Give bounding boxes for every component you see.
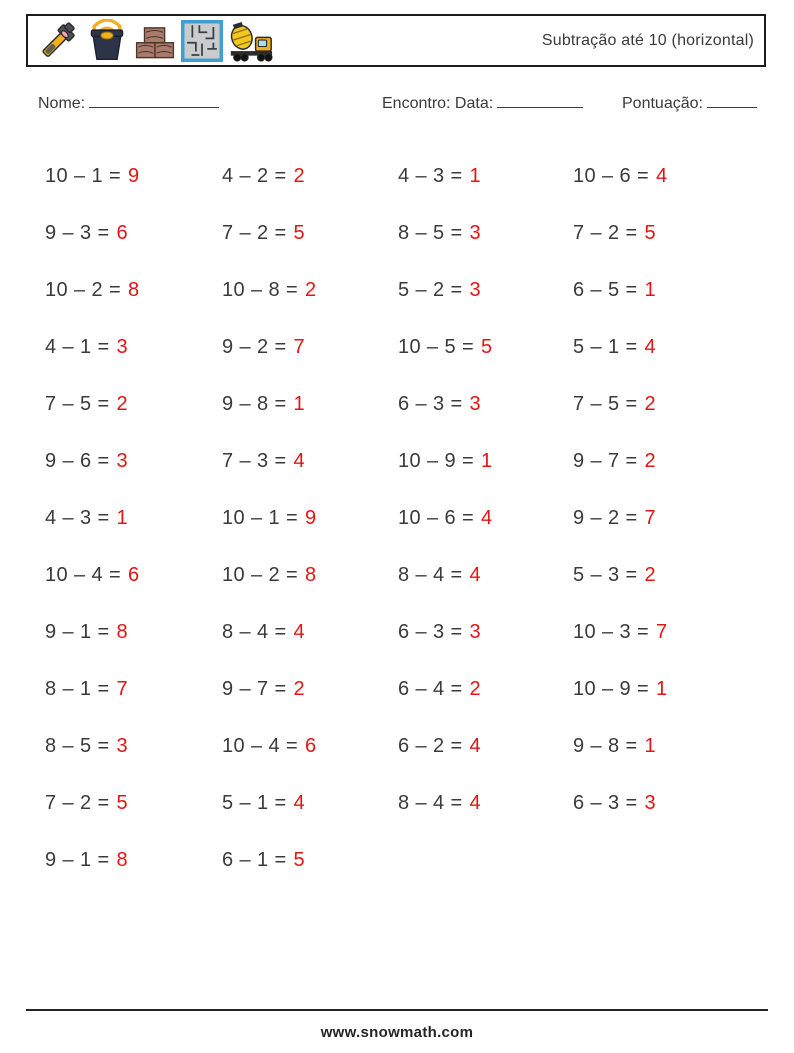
problem-answer: 2	[469, 678, 482, 700]
problem-expression: 6 – 4 =	[398, 678, 469, 700]
problem-expression: 4 – 3 =	[45, 507, 116, 529]
date-field	[382, 94, 583, 113]
problem	[45, 792, 222, 815]
problem-answer: 1	[116, 507, 129, 529]
problem	[45, 450, 222, 473]
problem-expression: 4 – 3 =	[398, 165, 469, 187]
problem-answer: 2	[293, 678, 306, 700]
problem-answer: 3	[469, 279, 482, 301]
problem-expression: 5 – 3 =	[573, 564, 644, 586]
problem	[573, 450, 794, 473]
problem	[222, 507, 398, 530]
problem-answer: 8	[305, 564, 317, 586]
problem-expression: 7 – 2 =	[573, 222, 644, 244]
problem-expression: 5 – 2 =	[398, 279, 469, 301]
problem-expression: 9 – 2 =	[222, 336, 293, 358]
bucket-icon	[85, 19, 129, 63]
problem	[45, 678, 222, 701]
problem	[45, 849, 222, 872]
problem-answer: 8	[116, 849, 129, 871]
problem-answer: 4	[469, 792, 482, 814]
problem-answer: 2	[293, 165, 306, 187]
problem	[573, 792, 794, 815]
footer-divider	[26, 1009, 768, 1011]
problem	[45, 393, 222, 416]
problem	[398, 165, 573, 188]
problem	[573, 621, 794, 644]
score-blank-line	[707, 94, 757, 108]
page-title: Subtração até 10 (horizontal)	[541, 31, 754, 49]
problem	[222, 564, 398, 587]
problem	[398, 621, 573, 644]
problem-answer: 2	[644, 564, 657, 586]
problem	[398, 279, 573, 302]
problem	[222, 621, 398, 644]
problem-answer: 2	[305, 279, 317, 301]
problem-answer: 7	[644, 507, 657, 529]
problem-answer: 1	[469, 165, 482, 187]
problem-expression: 10 – 8 =	[222, 279, 304, 301]
problem-expression: 8 – 5 =	[45, 735, 116, 757]
problem-expression: 9 – 8 =	[573, 735, 644, 757]
name-field	[38, 94, 219, 113]
problem-answer: 9	[128, 165, 140, 187]
problems-grid	[0, 148, 794, 889]
problem-answer: 3	[469, 621, 482, 643]
problem-expression: 7 – 2 =	[45, 792, 116, 814]
header-icon-row	[36, 19, 274, 63]
problem-answer: 4	[469, 735, 482, 757]
problem-expression: 10 – 4 =	[222, 735, 304, 757]
problem	[45, 735, 222, 758]
problem	[222, 792, 398, 815]
problem-answer: 3	[116, 735, 129, 757]
problem	[573, 507, 794, 530]
problem	[222, 336, 398, 359]
problem-expression: 5 – 1 =	[222, 792, 293, 814]
problem-answer: 8	[116, 621, 129, 643]
date-blank-line	[497, 94, 583, 108]
problem	[398, 222, 573, 245]
problem-answer: 5	[481, 336, 493, 358]
problem-expression: 6 – 3 =	[398, 393, 469, 415]
problem-expression: 9 – 2 =	[573, 507, 644, 529]
problem-expression: 5 – 1 =	[573, 336, 644, 358]
problem-answer: 9	[305, 507, 317, 529]
problem-expression: 10 – 2 =	[222, 564, 304, 586]
problem-answer: 1	[644, 735, 657, 757]
problem-answer: 6	[116, 222, 129, 244]
problem-expression: 10 – 6 =	[573, 165, 655, 187]
problem	[222, 735, 398, 758]
problem-expression: 7 – 5 =	[45, 393, 116, 415]
problem	[398, 336, 573, 359]
problem-expression: 10 – 1 =	[222, 507, 304, 529]
problem	[45, 564, 222, 587]
problem-answer: 4	[293, 621, 306, 643]
problem-expression: 10 – 9 =	[398, 450, 480, 472]
problem-answer: 7	[116, 678, 129, 700]
problem	[222, 222, 398, 245]
problem	[398, 393, 573, 416]
problem	[45, 621, 222, 644]
problem-answer: 6	[305, 735, 317, 757]
problem-answer: 3	[116, 450, 129, 472]
problem-answer: 2	[644, 450, 657, 472]
problem-expression: 6 – 2 =	[398, 735, 469, 757]
problem-expression: 8 – 4 =	[398, 792, 469, 814]
name-blank-line	[89, 94, 219, 108]
problem	[398, 678, 573, 701]
problem-answer: 2	[644, 393, 657, 415]
problem	[573, 222, 794, 245]
pipe-wrench-icon	[36, 19, 80, 63]
problem-answer: 3	[116, 336, 129, 358]
problem-expression: 7 – 3 =	[222, 450, 293, 472]
problem-answer: 3	[469, 393, 482, 415]
problem	[398, 792, 573, 815]
footer-website: www.snowmath.com	[320, 1024, 474, 1041]
problem	[398, 564, 573, 587]
problem-expression: 10 – 5 =	[398, 336, 480, 358]
problem-expression: 9 – 7 =	[573, 450, 644, 472]
problem	[573, 678, 794, 701]
problem	[222, 849, 398, 872]
problem	[398, 735, 573, 758]
problem-expression: 10 – 6 =	[398, 507, 480, 529]
problem-answer: 7	[656, 621, 668, 643]
problem-expression: 9 – 7 =	[222, 678, 293, 700]
problem-answer: 8	[128, 279, 140, 301]
problem-expression: 8 – 4 =	[398, 564, 469, 586]
cement-truck-icon	[228, 19, 274, 63]
problem	[222, 450, 398, 473]
problem	[573, 279, 794, 302]
problem-expression: 4 – 2 =	[222, 165, 293, 187]
problem-answer: 1	[293, 393, 306, 415]
problem	[222, 678, 398, 701]
problem-expression: 6 – 1 =	[222, 849, 293, 871]
problem-answer: 3	[644, 792, 657, 814]
problem-expression: 10 – 1 =	[45, 165, 127, 187]
problem	[45, 507, 222, 530]
problem	[398, 507, 573, 530]
problem-expression: 7 – 5 =	[573, 393, 644, 415]
header-box	[26, 14, 766, 67]
problem-answer: 3	[469, 222, 482, 244]
wood-planks-icon	[134, 20, 176, 62]
problem	[398, 450, 573, 473]
problem-expression: 8 – 5 =	[398, 222, 469, 244]
problem-expression: 10 – 3 =	[573, 621, 655, 643]
problem	[45, 279, 222, 302]
problem	[45, 165, 222, 188]
problem-answer: 4	[293, 792, 306, 814]
problem	[573, 336, 794, 359]
problem	[573, 735, 794, 758]
problem-expression: 6 – 3 =	[573, 792, 644, 814]
date-label: Encontro: Data:	[382, 95, 494, 112]
problem-expression: 6 – 3 =	[398, 621, 469, 643]
problem-expression: 9 – 1 =	[45, 849, 116, 871]
problem-answer: 6	[128, 564, 140, 586]
name-label: Nome:	[38, 95, 86, 112]
problem-expression: 10 – 4 =	[45, 564, 127, 586]
maze-icon	[181, 20, 223, 62]
problem	[573, 165, 794, 188]
problem-answer: 5	[644, 222, 657, 244]
problem-answer: 5	[293, 849, 306, 871]
problem	[222, 165, 398, 188]
problem-expression: 8 – 1 =	[45, 678, 116, 700]
problem-expression: 9 – 6 =	[45, 450, 116, 472]
problem	[573, 393, 794, 416]
problem-answer: 4	[293, 450, 306, 472]
problem-answer: 4	[481, 507, 493, 529]
problem-expression: 8 – 4 =	[222, 621, 293, 643]
problem	[45, 336, 222, 359]
problem-answer: 5	[116, 792, 129, 814]
problem	[222, 393, 398, 416]
problem-answer: 1	[481, 450, 493, 472]
score-label: Pontuação:	[622, 95, 703, 112]
problem-answer: 7	[293, 336, 306, 358]
problem-answer: 4	[644, 336, 657, 358]
score-field	[622, 94, 757, 113]
problem-expression: 7 – 2 =	[222, 222, 293, 244]
problem	[573, 564, 794, 587]
problem-answer: 2	[116, 393, 129, 415]
problem	[45, 222, 222, 245]
problem-answer: 1	[656, 678, 668, 700]
problem-answer: 1	[644, 279, 657, 301]
problem-expression: 9 – 3 =	[45, 222, 116, 244]
problem-answer: 5	[293, 222, 306, 244]
problem-expression: 6 – 5 =	[573, 279, 644, 301]
problem-answer: 4	[469, 564, 482, 586]
problem-expression: 9 – 1 =	[45, 621, 116, 643]
problem-expression: 10 – 9 =	[573, 678, 655, 700]
problem-expression: 4 – 1 =	[45, 336, 116, 358]
problem-expression: 9 – 8 =	[222, 393, 293, 415]
problem-expression: 10 – 2 =	[45, 279, 127, 301]
problem-answer: 4	[656, 165, 668, 187]
problem	[222, 279, 398, 302]
